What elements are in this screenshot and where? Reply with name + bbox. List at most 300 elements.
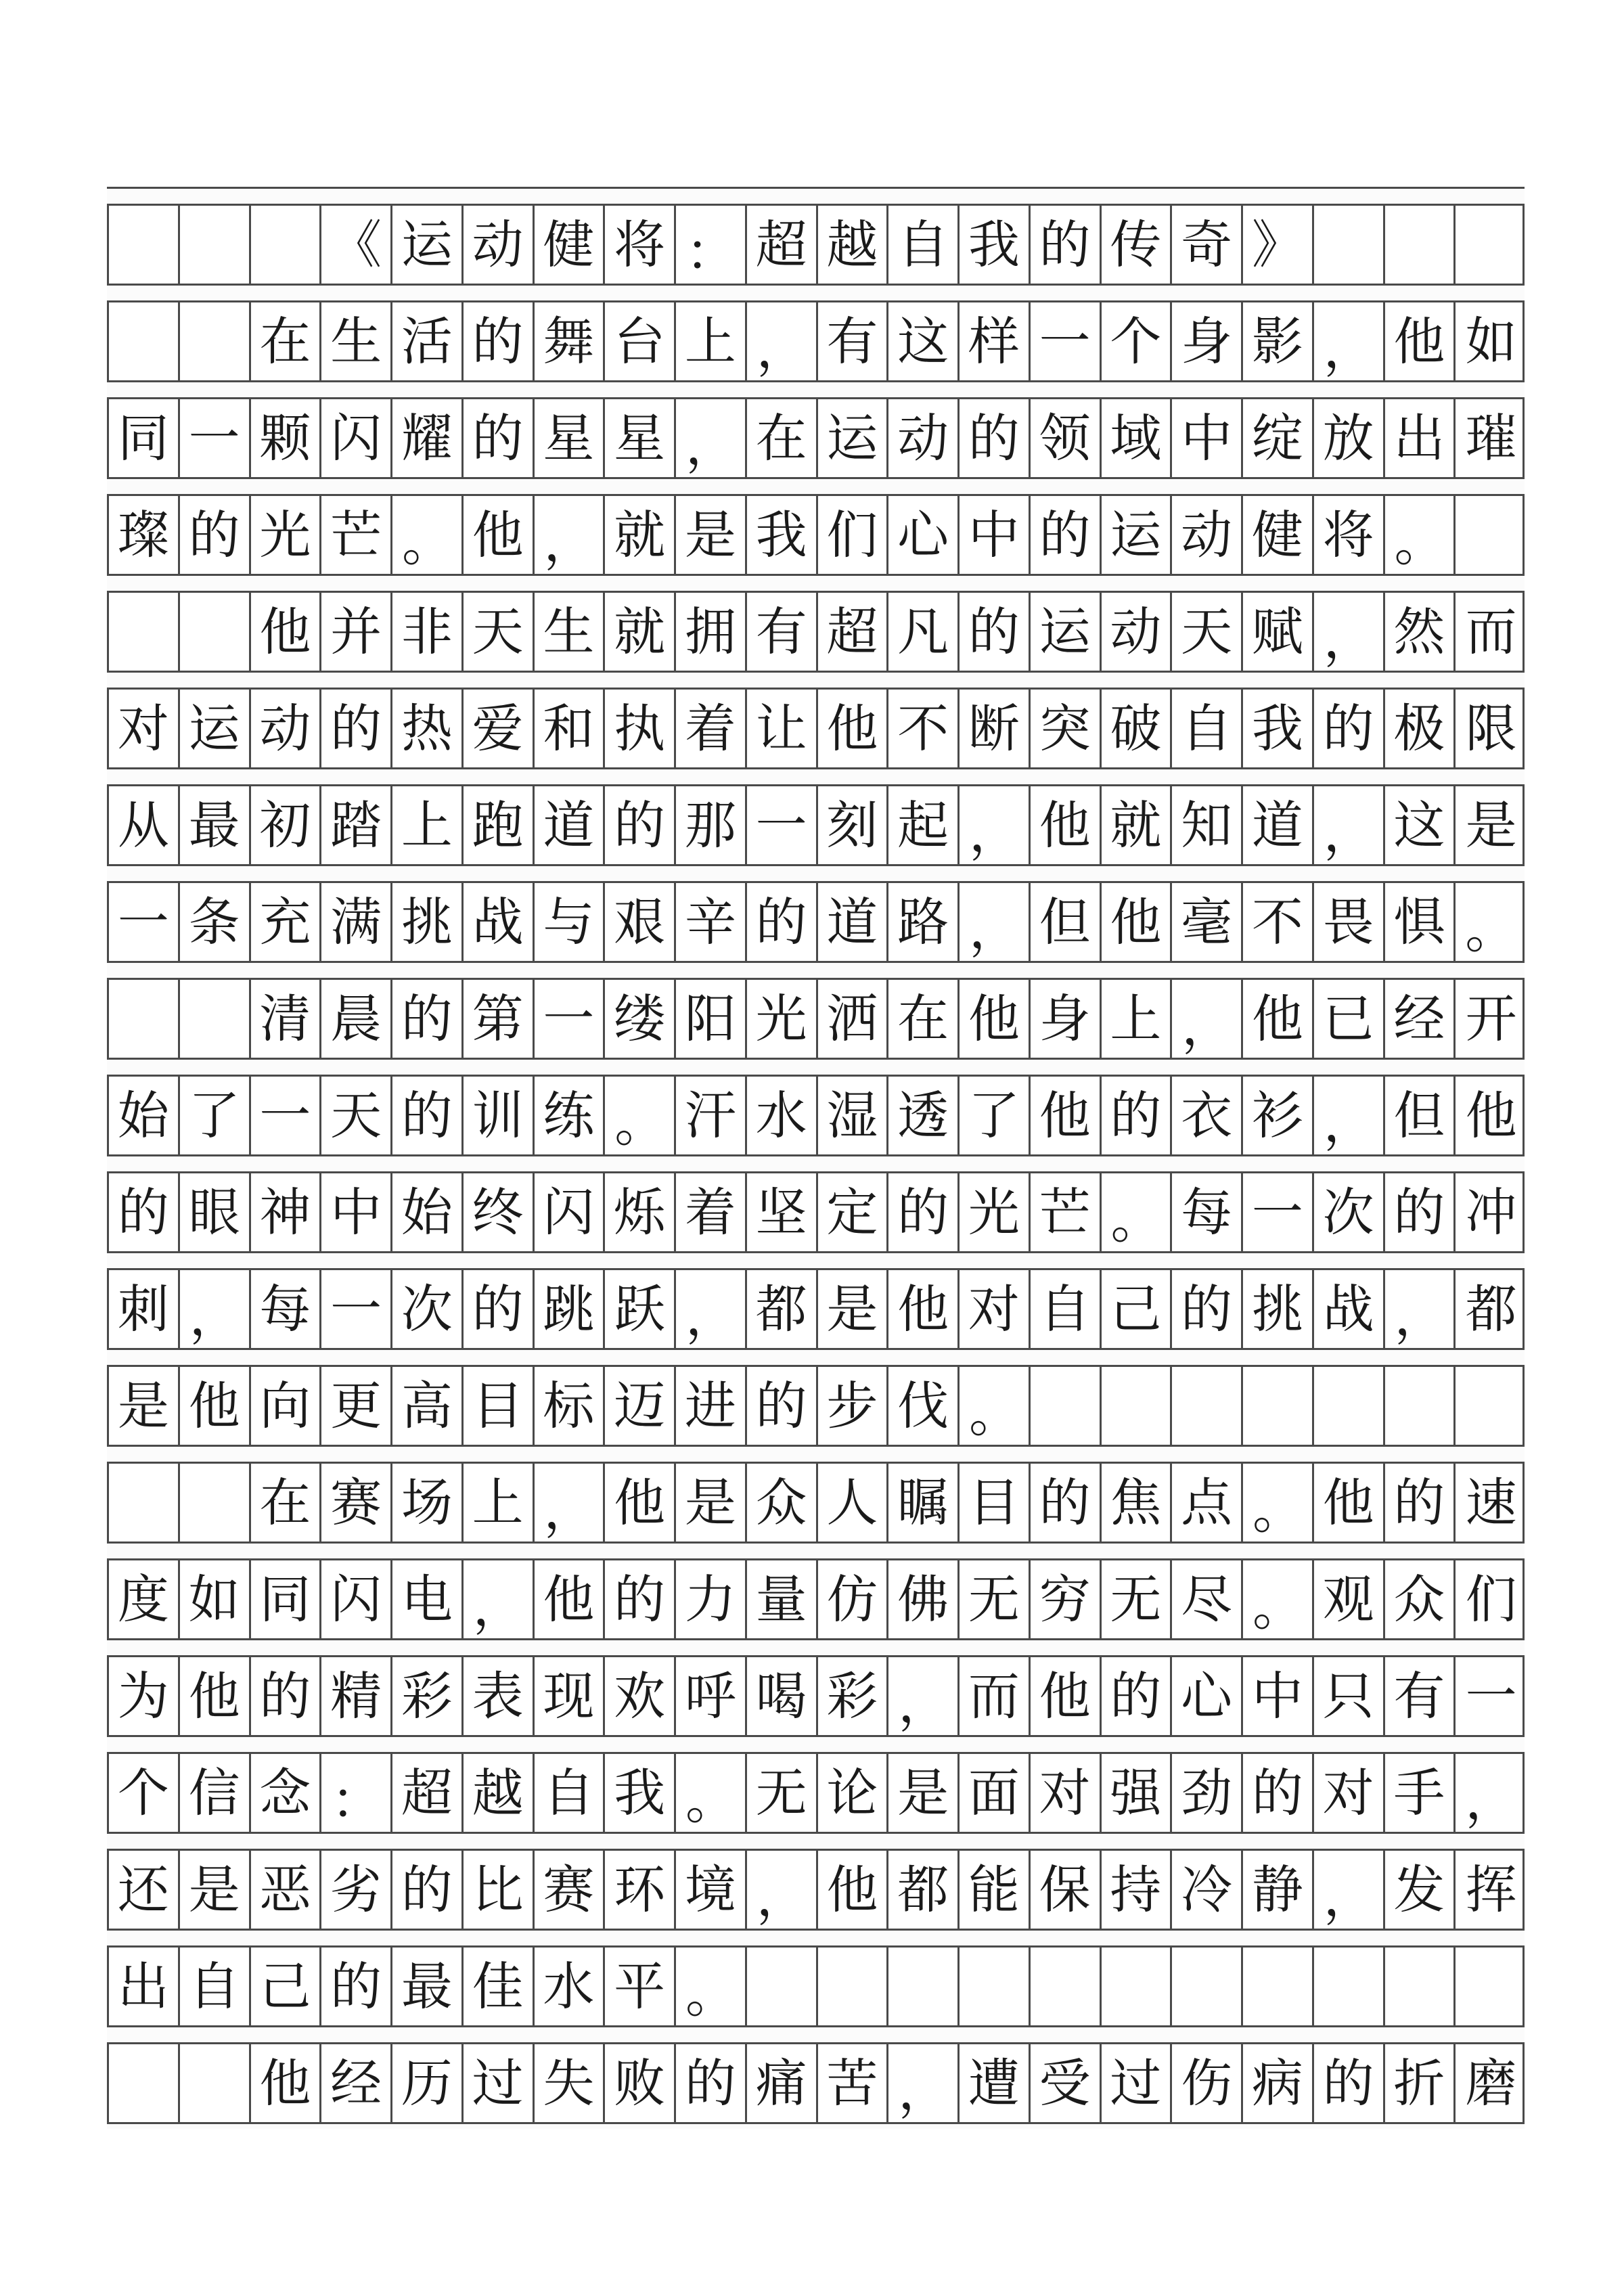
grid-cell: 的 bbox=[605, 1560, 676, 1638]
grid-cell: 天 bbox=[321, 1077, 392, 1154]
grid-cell: 的 bbox=[251, 1657, 322, 1735]
grid-cell: 瞩 bbox=[888, 1464, 960, 1541]
grid-cell: 心 bbox=[888, 496, 960, 574]
grid-cell: 着 bbox=[676, 1173, 747, 1251]
grid-cell: 出 bbox=[109, 1948, 180, 2025]
grid-cell: 量 bbox=[747, 1560, 818, 1638]
grid-cell: 的 bbox=[747, 883, 818, 961]
grid-cell: 无 bbox=[1102, 1560, 1173, 1638]
grid-cell: 劲 bbox=[1172, 1754, 1243, 1832]
grid-cell: 坚 bbox=[747, 1173, 818, 1251]
grid-cell: 洒 bbox=[818, 980, 889, 1058]
grid-cell: 如 bbox=[1465, 311, 1517, 372]
grid-cell: 更 bbox=[321, 1367, 392, 1445]
grid-cell: ： bbox=[676, 206, 747, 284]
row-separator bbox=[107, 864, 1525, 883]
grid-cell: 耀 bbox=[392, 399, 464, 477]
grid-cell: 保 bbox=[1031, 1851, 1102, 1929]
empty-grid-cell bbox=[747, 1948, 818, 2025]
grid-cell: 败 bbox=[605, 2044, 676, 2122]
grid-cell: 对 bbox=[1314, 1754, 1385, 1832]
empty-grid-cell bbox=[109, 2044, 180, 2122]
row-separator bbox=[107, 284, 1525, 302]
grid-cell: 最 bbox=[180, 786, 251, 864]
grid-cell: 烁 bbox=[605, 1173, 676, 1251]
grid-cell: 高 bbox=[392, 1367, 464, 1445]
grid-cell: 知 bbox=[1172, 786, 1243, 864]
grid-cell: 断 bbox=[960, 690, 1031, 767]
grid-cell: 并 bbox=[321, 593, 392, 671]
grid-cell: 领 bbox=[1031, 399, 1102, 477]
grid-cell: 我 bbox=[747, 496, 818, 574]
grid-row bbox=[107, 399, 1525, 477]
grid-cell: 运 bbox=[180, 690, 251, 767]
grid-cell: 自 bbox=[888, 206, 960, 284]
grid-cell: 一 bbox=[180, 399, 251, 477]
grid-cell: 的 bbox=[1385, 1464, 1456, 1541]
grid-cell: 平 bbox=[605, 1948, 676, 2025]
empty-grid-cell bbox=[960, 1948, 1031, 2025]
grid-cell: 过 bbox=[1102, 2044, 1173, 2122]
grid-cell: 对 bbox=[960, 1270, 1031, 1348]
grid-cell: 那 bbox=[676, 786, 747, 864]
empty-grid-cell bbox=[180, 206, 251, 284]
grid-cell: 次 bbox=[1314, 1173, 1385, 1251]
grid-row bbox=[107, 1948, 1525, 2025]
grid-cell: 路 bbox=[888, 883, 960, 961]
row-separator bbox=[107, 1154, 1525, 1173]
grid-cell: 的 bbox=[1031, 496, 1102, 574]
grid-cell: 的 bbox=[464, 1270, 535, 1348]
grid-cell: 的 bbox=[464, 302, 535, 380]
grid-cell: 有 bbox=[747, 593, 818, 671]
grid-cell: 每 bbox=[1172, 1173, 1243, 1251]
grid-cell: 让 bbox=[747, 690, 818, 767]
grid-cell: 已 bbox=[1314, 980, 1385, 1058]
grid-cell: 芒 bbox=[1031, 1173, 1102, 1251]
grid-cell: 超 bbox=[818, 593, 889, 671]
grid-cell: 论 bbox=[818, 1754, 889, 1832]
grid-cell: 赋 bbox=[1243, 593, 1314, 671]
grid-cell: 这 bbox=[888, 302, 960, 380]
grid-row bbox=[107, 1560, 1525, 1638]
grid-cell: 热 bbox=[392, 690, 464, 767]
grid-cell: 战 bbox=[1314, 1270, 1385, 1348]
grid-cell: 活 bbox=[392, 302, 464, 380]
grid-cell: 一 bbox=[1031, 302, 1102, 380]
grid-row bbox=[107, 1754, 1525, 1832]
empty-grid-cell bbox=[1172, 1948, 1243, 2025]
grid-cell: 动 bbox=[1102, 593, 1173, 671]
grid-cell: 发 bbox=[1385, 1851, 1456, 1929]
row-separator bbox=[107, 767, 1525, 786]
grid-cell: 》 bbox=[1243, 206, 1314, 284]
grid-row bbox=[107, 593, 1525, 671]
grid-cell: 个 bbox=[1102, 302, 1173, 380]
grid-row bbox=[107, 496, 1525, 574]
grid-cell: 闪 bbox=[535, 1173, 606, 1251]
grid-cell: 这 bbox=[1385, 786, 1456, 864]
grid-cell: 静 bbox=[1243, 1851, 1314, 1929]
grid-cell: 与 bbox=[535, 883, 606, 961]
grid-cell: 。 bbox=[676, 1948, 747, 2025]
grid-cell: 非 bbox=[392, 593, 464, 671]
grid-cell: 畏 bbox=[1314, 883, 1385, 961]
grid-cell: 己 bbox=[1102, 1270, 1173, 1348]
grid-row bbox=[107, 2044, 1525, 2122]
grid-cell: 佳 bbox=[464, 1948, 535, 2025]
grid-row bbox=[107, 786, 1525, 864]
grid-cell: 的 bbox=[1102, 1077, 1173, 1154]
grid-cell: 影 bbox=[1243, 302, 1314, 380]
grid-cell: 衣 bbox=[1172, 1077, 1243, 1154]
grid-cell: 欢 bbox=[605, 1657, 676, 1735]
grid-cell: 步 bbox=[818, 1367, 889, 1445]
grid-cell: 呼 bbox=[676, 1657, 747, 1735]
grid-cell: 而 bbox=[960, 1657, 1031, 1735]
grid-cell: 一 bbox=[109, 883, 180, 961]
grid-cell: 星 bbox=[605, 399, 676, 477]
grid-cell: 我 bbox=[605, 1754, 676, 1832]
grid-cell: 透 bbox=[888, 1077, 960, 1154]
grid-cell: 最 bbox=[392, 1948, 464, 2025]
grid-cell: 他 bbox=[1031, 1077, 1102, 1154]
grid-cell: 向 bbox=[251, 1367, 322, 1445]
grid-cell: 挥 bbox=[1465, 1859, 1517, 1920]
grid-cell: 艰 bbox=[605, 883, 676, 961]
grid-cell: 阳 bbox=[676, 980, 747, 1058]
grid-cell: 境 bbox=[676, 1851, 747, 1929]
grid-cell: 他 bbox=[1031, 1657, 1102, 1735]
grid-cell: 颗 bbox=[251, 399, 322, 477]
grid-cell: 的 bbox=[888, 1173, 960, 1251]
grid-cell: 生 bbox=[535, 593, 606, 671]
grid-cell: 中 bbox=[321, 1173, 392, 1251]
grid-cell: 自 bbox=[180, 1948, 251, 2025]
empty-grid-cell bbox=[180, 593, 251, 671]
grid-cell: 环 bbox=[605, 1851, 676, 1929]
grid-cell: 冷 bbox=[1172, 1851, 1243, 1929]
grid-cell: ， bbox=[676, 1270, 747, 1348]
grid-cell: 限 bbox=[1465, 698, 1517, 759]
grid-cell: 的 bbox=[464, 399, 535, 477]
grid-cell: 中 bbox=[1172, 399, 1243, 477]
empty-grid-cell bbox=[109, 1464, 180, 1541]
grid-cell: 训 bbox=[464, 1077, 535, 1154]
grid-cell: 的 bbox=[1385, 1173, 1456, 1251]
empty-grid-cell bbox=[1385, 206, 1456, 284]
grid-cell: 他 bbox=[1385, 302, 1456, 380]
grid-cell: 。 bbox=[605, 1077, 676, 1154]
grid-cell: 心 bbox=[1172, 1657, 1243, 1735]
grid-cell: ， bbox=[747, 1851, 818, 1929]
grid-cell: 的 bbox=[1314, 690, 1385, 767]
grid-cell: 踏 bbox=[321, 786, 392, 864]
grid-cell: 自 bbox=[535, 1754, 606, 1832]
grid-row bbox=[107, 1077, 1525, 1154]
grid-cell: 域 bbox=[1102, 399, 1173, 477]
grid-cell: ， bbox=[1314, 302, 1385, 380]
grid-cell: 着 bbox=[676, 690, 747, 767]
row-separator bbox=[107, 2122, 1525, 2129]
grid-cell: 还 bbox=[109, 1851, 180, 1929]
grid-cell: ， bbox=[1314, 1077, 1385, 1154]
grid-cell: 他 bbox=[251, 593, 322, 671]
row-separator bbox=[107, 1735, 1525, 1754]
grid-cell: 观 bbox=[1314, 1560, 1385, 1638]
row-separator bbox=[107, 187, 1525, 206]
row-separator bbox=[107, 1638, 1525, 1657]
empty-grid-cell bbox=[1314, 206, 1385, 284]
empty-grid-cell bbox=[180, 980, 251, 1058]
grid-cell: 毫 bbox=[1172, 883, 1243, 961]
grid-cell: 的 bbox=[321, 690, 392, 767]
grid-cell: 运 bbox=[1031, 593, 1102, 671]
grid-row bbox=[107, 1173, 1525, 1251]
row-separator bbox=[107, 1348, 1525, 1367]
grid-cell: 度 bbox=[109, 1560, 180, 1638]
grid-cell: 不 bbox=[1243, 883, 1314, 961]
grid-cell: 但 bbox=[1385, 1077, 1456, 1154]
grid-cell: 磨 bbox=[1465, 2052, 1517, 2113]
grid-cell: 绽 bbox=[1243, 399, 1314, 477]
grid-cell: 折 bbox=[1385, 2044, 1456, 2122]
grid-cell: 缕 bbox=[605, 980, 676, 1058]
grid-cell: 的 bbox=[180, 496, 251, 574]
row-separator bbox=[107, 1832, 1525, 1851]
empty-grid-cell bbox=[1102, 1367, 1173, 1445]
empty-grid-cell bbox=[1456, 1948, 1527, 2025]
empty-grid-cell bbox=[109, 206, 180, 284]
grid-cell: 刺 bbox=[109, 1270, 180, 1348]
grid-cell: 无 bbox=[747, 1754, 818, 1832]
grid-row bbox=[107, 1464, 1525, 1541]
empty-grid-cell bbox=[1385, 1367, 1456, 1445]
grid-cell: 的 bbox=[392, 980, 464, 1058]
grid-cell: 尽 bbox=[1172, 1560, 1243, 1638]
grid-cell: 然 bbox=[1385, 593, 1456, 671]
grid-cell: 苦 bbox=[818, 2044, 889, 2122]
grid-cell: 运 bbox=[392, 206, 464, 284]
grid-cell: 身 bbox=[1172, 302, 1243, 380]
grid-cell: 都 bbox=[747, 1270, 818, 1348]
grid-cell: 中 bbox=[1243, 1657, 1314, 1735]
grid-cell: 目 bbox=[464, 1367, 535, 1445]
grid-cell: 一 bbox=[747, 786, 818, 864]
grid-cell: ， bbox=[1465, 1770, 1517, 1830]
grid-cell: 人 bbox=[818, 1464, 889, 1541]
grid-cell: 条 bbox=[180, 883, 251, 961]
grid-cell: 表 bbox=[464, 1657, 535, 1735]
grid-cell: 比 bbox=[464, 1851, 535, 1929]
grid-cell: 了 bbox=[960, 1077, 1031, 1154]
grid-cell: 在 bbox=[747, 399, 818, 477]
grid-cell: 是 bbox=[109, 1367, 180, 1445]
empty-grid-cell bbox=[1314, 1367, 1385, 1445]
grid-cell: 就 bbox=[605, 593, 676, 671]
grid-cell: 们 bbox=[1465, 1569, 1517, 1629]
grid-cell: 他 bbox=[535, 1560, 606, 1638]
row-separator bbox=[107, 2025, 1525, 2044]
grid-cell: 动 bbox=[888, 399, 960, 477]
grid-cell: 遭 bbox=[960, 2044, 1031, 2122]
grid-cell: 对 bbox=[109, 690, 180, 767]
grid-cell: 经 bbox=[321, 2044, 392, 2122]
grid-cell: 他 bbox=[1102, 883, 1173, 961]
empty-grid-cell bbox=[1456, 496, 1527, 574]
grid-cell: 他 bbox=[180, 1657, 251, 1735]
grid-cell: 对 bbox=[1031, 1754, 1102, 1832]
grid-cell: 破 bbox=[1102, 690, 1173, 767]
grid-cell: 天 bbox=[464, 593, 535, 671]
grid-cell: 受 bbox=[1031, 2044, 1102, 2122]
grid-cell: 动 bbox=[464, 206, 535, 284]
grid-cell: 他 bbox=[180, 1367, 251, 1445]
grid-cell: 在 bbox=[251, 1464, 322, 1541]
empty-grid-cell bbox=[818, 1948, 889, 2025]
grid-cell: 次 bbox=[392, 1270, 464, 1348]
empty-grid-cell bbox=[1385, 1948, 1456, 2025]
empty-grid-cell bbox=[1243, 1367, 1314, 1445]
grid-cell: 跃 bbox=[605, 1270, 676, 1348]
grid-cell: 在 bbox=[888, 980, 960, 1058]
grid-cell: 彩 bbox=[392, 1657, 464, 1735]
grid-cell: 而 bbox=[1465, 601, 1517, 662]
grid-cell: 水 bbox=[747, 1077, 818, 1154]
grid-cell: 奇 bbox=[1172, 206, 1243, 284]
grid-cell: 都 bbox=[1465, 1278, 1517, 1339]
grid-row bbox=[107, 883, 1525, 961]
grid-cell: 凡 bbox=[888, 593, 960, 671]
grid-cell: 道 bbox=[1243, 786, 1314, 864]
grid-cell: 场 bbox=[392, 1464, 464, 1541]
empty-grid-cell bbox=[109, 593, 180, 671]
grid-cell: 。 bbox=[392, 496, 464, 574]
grid-cell: 劣 bbox=[321, 1851, 392, 1929]
grid-cell: 中 bbox=[960, 496, 1031, 574]
grid-cell: 伐 bbox=[888, 1367, 960, 1445]
grid-cell: 第 bbox=[464, 980, 535, 1058]
grid-cell: 充 bbox=[251, 883, 322, 961]
grid-cell: 我 bbox=[1243, 690, 1314, 767]
grid-cell: 他 bbox=[1314, 1464, 1385, 1541]
grid-cell: 们 bbox=[818, 496, 889, 574]
grid-cell: 光 bbox=[251, 496, 322, 574]
row-separator bbox=[107, 477, 1525, 496]
grid-cell: 面 bbox=[960, 1754, 1031, 1832]
grid-cell: 在 bbox=[251, 302, 322, 380]
grid-cell: 的 bbox=[676, 2044, 747, 2122]
grid-cell: 速 bbox=[1465, 1472, 1517, 1533]
grid-cell: 道 bbox=[535, 786, 606, 864]
grid-cell: 的 bbox=[1102, 1657, 1173, 1735]
grid-cell: 。 bbox=[1243, 1560, 1314, 1638]
grid-cell: 极 bbox=[1385, 690, 1456, 767]
grid-cell: 将 bbox=[1314, 496, 1385, 574]
grid-cell: 念 bbox=[251, 1754, 322, 1832]
grid-cell: 他 bbox=[1243, 980, 1314, 1058]
grid-cell: 是 bbox=[1465, 794, 1517, 855]
grid-cell: 上 bbox=[392, 786, 464, 864]
grid-cell: 的 bbox=[1243, 1754, 1314, 1832]
grid-cell: ， bbox=[960, 786, 1031, 864]
grid-cell: 。 bbox=[960, 1367, 1031, 1445]
empty-grid-cell bbox=[251, 206, 322, 284]
grid-row bbox=[107, 980, 1525, 1058]
grid-cell: 如 bbox=[180, 1560, 251, 1638]
grid-cell: 每 bbox=[251, 1270, 322, 1348]
grid-cell: 他 bbox=[818, 1851, 889, 1929]
grid-cell: 《 bbox=[321, 206, 392, 284]
grid-cell: 彩 bbox=[818, 1657, 889, 1735]
grid-cell: 出 bbox=[1385, 399, 1456, 477]
grid-cell: 他 bbox=[818, 690, 889, 767]
grid-cell: 衫 bbox=[1243, 1077, 1314, 1154]
grid-cell: 闪 bbox=[321, 399, 392, 477]
grid-cell: 过 bbox=[464, 2044, 535, 2122]
grid-cell: 水 bbox=[535, 1948, 606, 2025]
grid-cell: 历 bbox=[392, 2044, 464, 2122]
grid-row bbox=[107, 1851, 1525, 1929]
row-separator bbox=[107, 380, 1525, 399]
grid-cell: 动 bbox=[1172, 496, 1243, 574]
grid-cell: 他 bbox=[464, 496, 535, 574]
grid-cell: 神 bbox=[251, 1173, 322, 1251]
grid-cell: 运 bbox=[1102, 496, 1173, 574]
grid-cell: 眼 bbox=[180, 1173, 251, 1251]
grid-cell: 光 bbox=[747, 980, 818, 1058]
grid-cell: ， bbox=[888, 1657, 960, 1735]
grid-cell: 一 bbox=[251, 1077, 322, 1154]
row-separator bbox=[107, 1929, 1525, 1948]
grid-cell: 的 bbox=[392, 1851, 464, 1929]
grid-cell: 超 bbox=[747, 206, 818, 284]
grid-cell: 上 bbox=[1102, 980, 1173, 1058]
grid-cell: 的 bbox=[1031, 1464, 1102, 1541]
grid-cell: 始 bbox=[392, 1173, 464, 1251]
grid-cell: 跳 bbox=[535, 1270, 606, 1348]
empty-grid-cell bbox=[1102, 1948, 1173, 2025]
grid-cell: 电 bbox=[392, 1560, 464, 1638]
grid-cell: 运 bbox=[818, 399, 889, 477]
grid-cell: 迈 bbox=[605, 1367, 676, 1445]
empty-grid-cell bbox=[180, 1464, 251, 1541]
grid-cell: 挑 bbox=[1243, 1270, 1314, 1348]
grid-cell: 恶 bbox=[251, 1851, 322, 1929]
grid-cell: 目 bbox=[960, 1464, 1031, 1541]
empty-grid-cell bbox=[1031, 1948, 1102, 2025]
grid-cell: 赛 bbox=[535, 1851, 606, 1929]
grid-cell: 光 bbox=[960, 1173, 1031, 1251]
grid-cell: 刻 bbox=[818, 786, 889, 864]
grid-cell: 开 bbox=[1465, 988, 1517, 1049]
grid-cell: ， bbox=[747, 302, 818, 380]
empty-grid-cell bbox=[888, 1948, 960, 2025]
grid-row bbox=[107, 1657, 1525, 1735]
grid-cell: 终 bbox=[464, 1173, 535, 1251]
grid-cell: 了 bbox=[180, 1077, 251, 1154]
grid-cell: 璀 bbox=[1465, 407, 1517, 468]
grid-cell: 挑 bbox=[392, 883, 464, 961]
grid-cell: 越 bbox=[464, 1754, 535, 1832]
grid-cell: 是 bbox=[180, 1851, 251, 1929]
grid-cell: ， bbox=[1385, 1270, 1456, 1348]
grid-cell: 个 bbox=[109, 1754, 180, 1832]
grid-cell: 是 bbox=[676, 1464, 747, 1541]
grid-cell: 。 bbox=[1385, 496, 1456, 574]
grid-cell: 定 bbox=[818, 1173, 889, 1251]
empty-grid-cell bbox=[1456, 206, 1527, 284]
